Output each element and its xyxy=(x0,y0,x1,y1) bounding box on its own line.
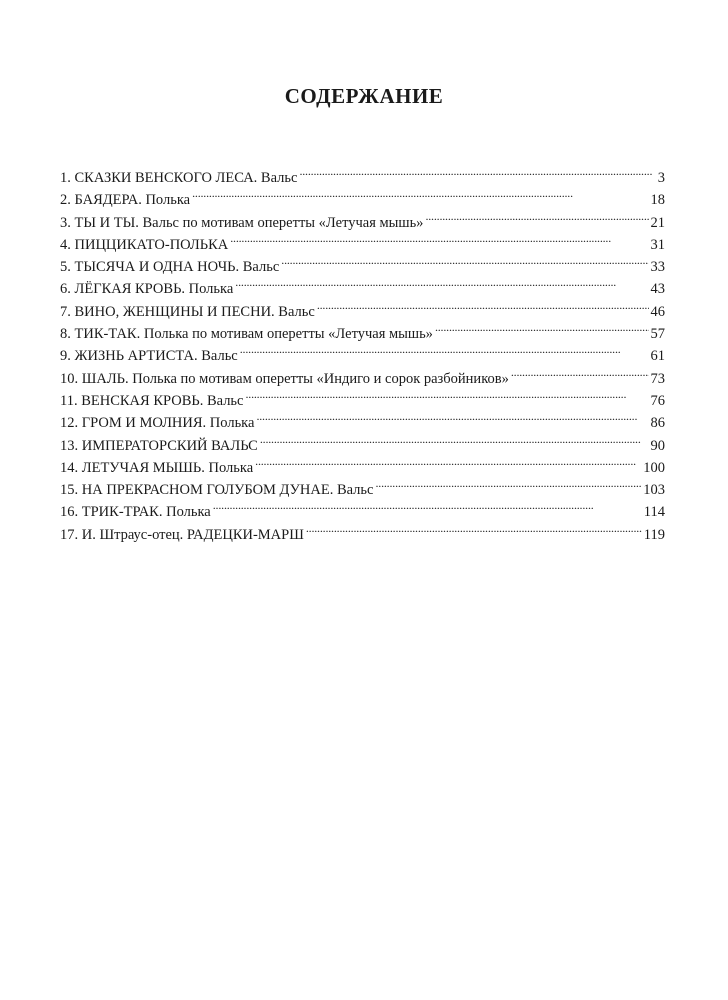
toc-entry-title: 13. ИМПЕРАТОРСКИЙ ВАЛЬС xyxy=(60,437,258,454)
toc-entry-title: 10. ШАЛЬ. Полька по мотивам оперетты «Индиго и сорок разбойников» xyxy=(60,370,509,387)
toc-entry-title: 1. СКАЗКИ ВЕНСКОГО ЛЕСА. Вальс xyxy=(60,170,298,186)
toc-entry-page-number: 73 xyxy=(650,370,665,387)
toc-entry-page-number: 46 xyxy=(650,303,665,320)
dot-leader xyxy=(192,182,648,204)
dot-leader xyxy=(256,405,648,427)
toc-entry-page-number: 3 xyxy=(657,170,665,186)
dot-leader xyxy=(281,249,648,271)
toc-entry-page-number: 43 xyxy=(650,281,665,298)
dot-leader xyxy=(235,271,648,293)
dot-leader xyxy=(230,227,648,249)
toc-entry-title: 9. ЖИЗНЬ АРТИСТА. Вальс xyxy=(60,348,238,365)
toc-entry-page-number: 76 xyxy=(650,392,665,409)
dot-leader xyxy=(213,494,642,516)
dot-leader xyxy=(425,205,648,227)
toc-entry-page-number: 31 xyxy=(650,236,665,253)
toc-entry-page-number: 90 xyxy=(650,437,665,454)
dot-leader xyxy=(435,316,649,338)
toc-entry-page-number: 57 xyxy=(650,326,665,343)
toc-entry-title: 14. ЛЕТУЧАЯ МЫШЬ. Полька xyxy=(60,459,254,476)
toc-entry-page-number: 86 xyxy=(650,415,665,432)
toc-entry-title: 6. ЛЁГКАЯ КРОВЬ. Полька xyxy=(60,281,234,298)
toc-entry-title: 2. БАЯДЕРА. Полька xyxy=(60,192,191,209)
toc-entry-title: 12. ГРОМ И МОЛНИЯ. Полька xyxy=(60,415,255,432)
toc-entry-title: 15. НА ПРЕКРАСНОМ ГОЛУБОМ ДУНАЕ. Вальс xyxy=(60,482,374,499)
page-title: СОДЕРЖАНИЕ xyxy=(284,84,444,108)
toc-entry-page-number: 18 xyxy=(650,192,665,209)
dot-leader xyxy=(317,294,649,316)
toc-entry-page-number: 103 xyxy=(643,482,665,499)
toc-entry-page-number: 100 xyxy=(643,459,665,476)
toc-entry xyxy=(60,160,665,186)
toc-entry-page-number: 33 xyxy=(650,259,665,276)
toc-entry-title: 8. ТИК-ТАК. Полька по мотивам оперетты «Летучая мышь» xyxy=(60,326,433,343)
dot-leader xyxy=(245,383,648,405)
toc-entry-page-number: 114 xyxy=(643,504,665,521)
toc-entry-title: 7. ВИНО, ЖЕНЩИНЫ И ПЕСНИ. Вальс xyxy=(60,303,315,320)
dot-leader xyxy=(375,472,641,494)
toc-entry-title: 17. И. Штраус-отец. РАДЕЦКИ-МАРШ xyxy=(60,526,304,543)
toc-entry-title: 5. ТЫСЯЧА И ОДНА НОЧЬ. Вальс xyxy=(60,259,280,276)
dot-leader xyxy=(260,428,649,450)
dot-leader xyxy=(240,338,649,360)
toc-entry-page-number: 119 xyxy=(643,526,665,543)
toc-entry-title: 3. ТЫ И ТЫ. Вальс по мотивам оперетты «Летучая мышь» xyxy=(60,214,424,231)
toc-entry-title: 16. ТРИК-ТРАК. Полька xyxy=(60,504,211,521)
toc-entry-title: 4. ПИЦЦИКАТО-ПОЛЬКА xyxy=(60,236,229,253)
dot-leader xyxy=(299,160,653,182)
toc-entry-title: 11. ВЕНСКАЯ КРОВЬ. Вальс xyxy=(60,392,244,409)
dot-leader xyxy=(255,450,641,472)
dot-leader xyxy=(306,517,642,539)
toc-entry-page-number: 61 xyxy=(650,348,665,365)
table-of-contents xyxy=(60,160,665,543)
toc-entry-page-number: 21 xyxy=(650,214,665,231)
dot-leader xyxy=(511,361,649,383)
